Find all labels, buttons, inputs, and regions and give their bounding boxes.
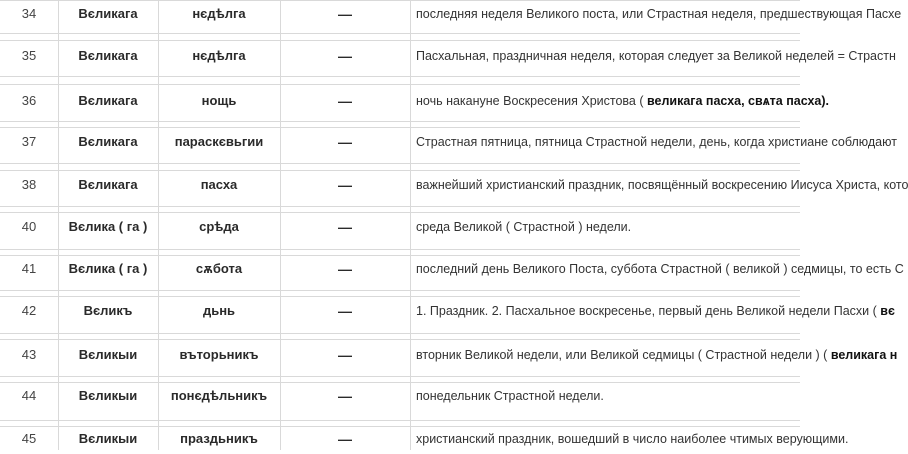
definition-text: последний день Великого Поста, суббота Страстной ( великой ) седмицы, то есть С (416, 262, 904, 276)
grid-row-line (0, 121, 800, 122)
definition-cell[interactable] (416, 0, 902, 29)
word-cell[interactable]: сѫбота (195, 261, 243, 276)
dash-cell[interactable]: — (338, 177, 352, 193)
definition-cell[interactable] (416, 41, 896, 71)
grid-row-line (0, 290, 800, 291)
word-cell[interactable]: нощь (201, 93, 237, 108)
word-cell[interactable]: нєдѣлга (192, 48, 246, 63)
row-number-cell[interactable]: 41 (21, 261, 37, 276)
row-number-cell[interactable]: 43 (21, 347, 37, 362)
row-number-cell[interactable]: 45 (21, 431, 37, 446)
definition-cell[interactable] (416, 424, 849, 454)
definition-text: среда Великой ( Страстной ) недели. (416, 220, 632, 234)
definition-cell[interactable] (416, 127, 897, 157)
row-number-cell[interactable]: 42 (21, 303, 37, 318)
dash-cell[interactable]: — (338, 431, 352, 447)
grid-row-line (0, 33, 800, 34)
grid-column-line (410, 0, 411, 450)
word-cell[interactable]: дьнь (202, 303, 236, 318)
word-cell[interactable]: Вєликыи (78, 347, 138, 362)
grid-row-line (0, 84, 800, 85)
grid-row-line (0, 76, 800, 77)
grid-row-line (0, 163, 800, 164)
word-cell[interactable]: Вєлика ( га ) (68, 261, 148, 276)
row-number-cell[interactable]: 44 (21, 388, 37, 403)
definition-text: 1. Праздник. 2. Пасхальное воскресенье, первый день Великой недели Пасхи ( (416, 304, 881, 318)
dash-cell[interactable]: — (338, 388, 352, 404)
dash-cell[interactable]: — (338, 134, 352, 150)
grid-row-line (0, 420, 800, 421)
definition-bold-text: великага н (830, 348, 898, 362)
dash-cell[interactable]: — (338, 303, 352, 319)
definition-text: понедельник Страстной недели. (416, 389, 604, 403)
definition-text: важнейший христианский праздник, посвящённый воскресению Иисуса Христа, кото (416, 178, 908, 192)
definition-cell[interactable] (416, 296, 895, 326)
word-cell[interactable]: срѣда (199, 219, 239, 234)
word-cell[interactable]: праздьникъ (180, 431, 258, 446)
word-cell[interactable]: Вєликага (78, 48, 138, 63)
grid-row-line (0, 206, 800, 207)
word-cell[interactable]: Вєлика ( га ) (68, 219, 148, 234)
definition-bold-text: вє (880, 304, 895, 318)
definition-text: ночь накануне Воскресения Христова ( (416, 94, 647, 108)
dash-cell[interactable]: — (338, 261, 352, 277)
row-number-cell[interactable]: 36 (21, 93, 37, 108)
definition-cell[interactable] (416, 381, 800, 411)
grid-row-line (0, 333, 800, 334)
definition-cell[interactable] (416, 254, 904, 284)
word-cell[interactable]: Вєликага (78, 134, 138, 149)
grid-row-line (0, 249, 800, 250)
definition-text: Страстная пятница, пятница Страстной недели, день, когда христиане соблюдают (416, 135, 897, 149)
dash-cell[interactable]: — (338, 219, 352, 235)
word-cell[interactable]: Вєликага (78, 93, 138, 108)
word-cell[interactable]: Вєликага (78, 6, 138, 21)
grid-row-line (0, 376, 800, 377)
dash-cell[interactable]: — (338, 6, 352, 22)
row-number-cell[interactable]: 40 (21, 219, 37, 234)
definition-text: последняя неделя Великого поста, или Страстная неделя, предшествующая Пасхе (416, 7, 902, 21)
row-number-cell[interactable]: 34 (21, 6, 37, 21)
definition-bold-text: великага пасха, свѧта пасха). (646, 94, 830, 108)
definition-cell[interactable] (416, 212, 800, 242)
definition-text: вторник Великой недели, или Великой седмицы ( Страстной недели ) ( (416, 348, 831, 362)
dash-cell[interactable]: — (338, 93, 352, 109)
dash-cell[interactable]: — (338, 347, 352, 363)
row-number-cell[interactable]: 38 (21, 177, 37, 192)
word-cell[interactable]: Вєликыи (78, 388, 138, 403)
definition-cell[interactable] (416, 170, 908, 200)
word-cell[interactable]: нєдѣлга (192, 6, 246, 21)
definition-cell[interactable] (416, 86, 830, 116)
word-cell[interactable]: понєдѣльникъ (170, 388, 268, 403)
definition-cell[interactable] (416, 340, 898, 370)
word-cell[interactable]: Вєликыи (78, 431, 138, 446)
word-cell[interactable]: параскєвьгии (174, 134, 264, 149)
definition-text: христианский праздник, вошедший в число наиболее чтимых верующими. (416, 432, 849, 446)
word-cell[interactable]: Вєликъ (83, 303, 133, 318)
row-number-cell[interactable]: 35 (21, 48, 37, 63)
word-cell[interactable]: въторьникъ (179, 347, 259, 362)
word-cell[interactable]: пасха (200, 177, 238, 192)
word-cell[interactable]: Вєликага (78, 177, 138, 192)
definition-text: Пасхальная, праздничная неделя, которая следует за Великой неделей = Страстн (416, 49, 896, 63)
dash-cell[interactable]: — (338, 48, 352, 64)
row-number-cell[interactable]: 37 (21, 134, 37, 149)
